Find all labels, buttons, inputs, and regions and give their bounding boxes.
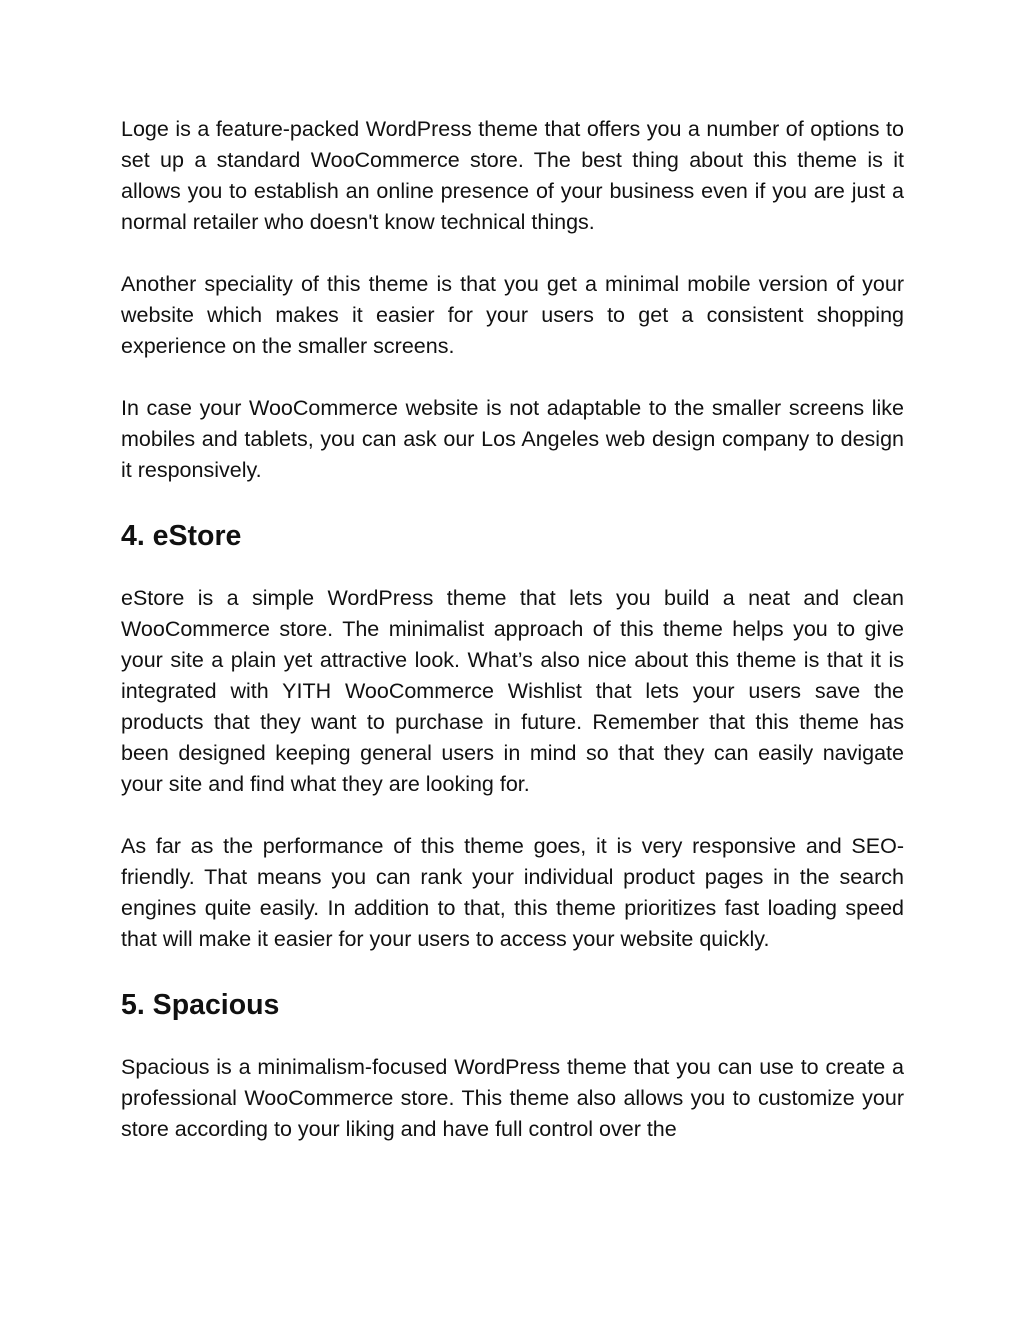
paragraph-loge-mobile: Another speciality of this theme is that you get a minimal mobile version of your website which makes it easier for your users to get a consistent shopping experience on the smaller screens. <box>121 272 904 358</box>
paragraph-estore-performance: As far as the performance of this theme goes, it is very responsive and SEO-friendly. That means you can rank your individual product pages in the search engines quite easily. In addition to that, this theme prioritizes fast loading speed that will make it easier for your users to access your website quickly. <box>121 834 904 951</box>
document-page <box>121 114 904 1145</box>
heading-spacious: 5. Spacious <box>121 989 280 1021</box>
paragraph-estore-intro: eStore is a simple WordPress theme that lets you build a neat and clean WooCommerce store. The minimalist approach of this theme helps you to give your site a plain yet attractive look. What’s also nice about this theme is that it is integrated with YITH WooCommerce Wishlist that lets your users save the products that they want to purchase in future. Remember that this theme has been designed keeping general users in mind so that they can easily navigate your site and find what they are looking for. <box>121 586 904 796</box>
paragraph-loge-responsive: In case your WooCommerce website is not adaptable to the smaller screens like mobiles and tablets, you can ask our Los Angeles web design company to design it responsively. <box>121 396 904 482</box>
heading-estore: 4. eStore <box>121 520 242 552</box>
paragraph-spacious-intro: Spacious is a minimalism-focused WordPress theme that you can use to create a professional WooCommerce store. This theme also allows you to customize your store according to your liking and have full control over the <box>121 1055 904 1141</box>
paragraph-loge-intro: Loge is a feature-packed WordPress theme that offers you a number of options to set up a standard WooCommerce store. The best thing about this theme is it allows you to establish an online presence of your business even if you are just a normal retailer who doesn't know technical things. <box>121 117 904 234</box>
